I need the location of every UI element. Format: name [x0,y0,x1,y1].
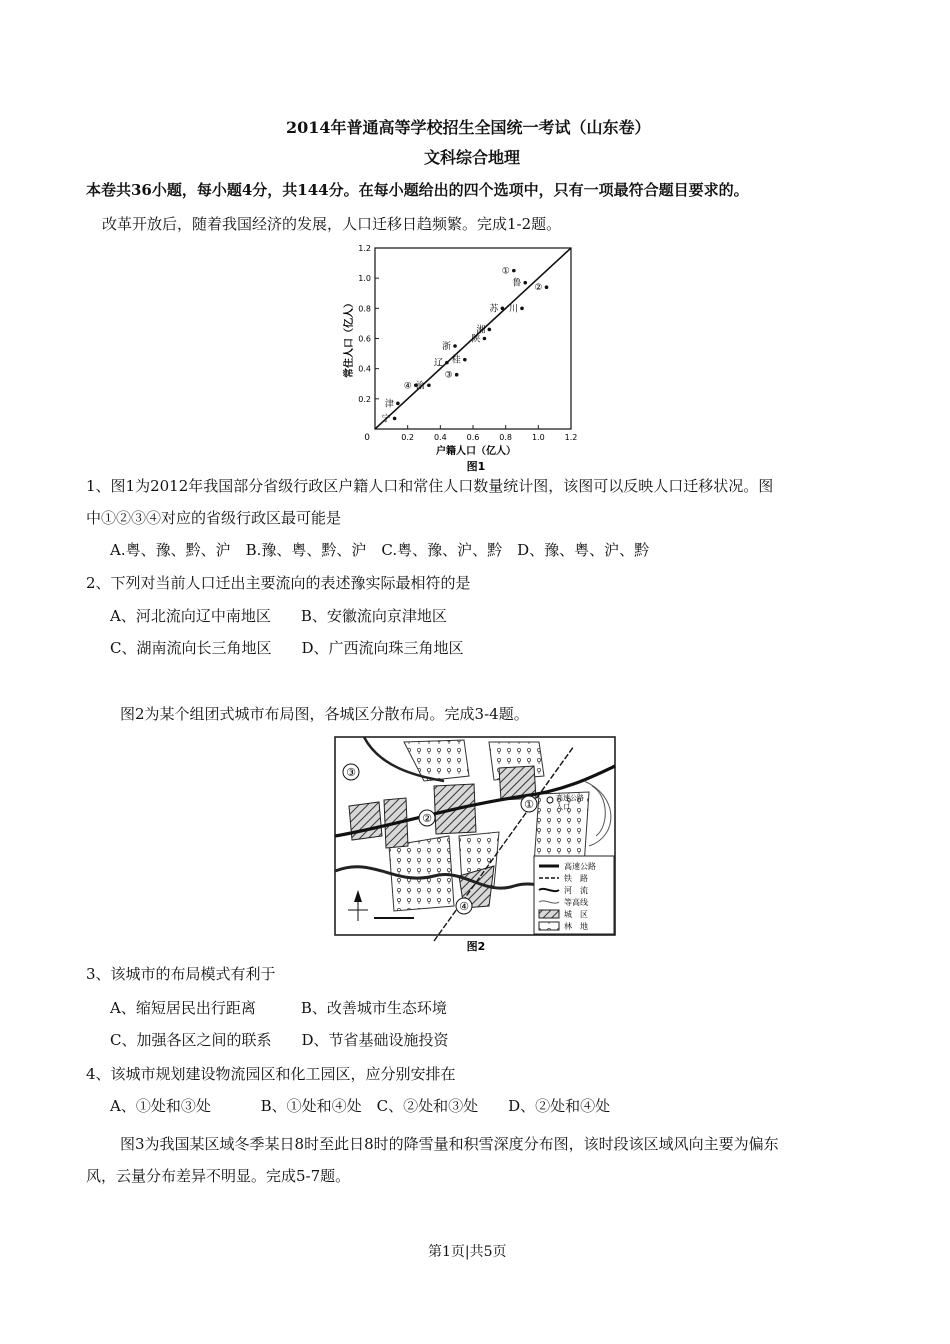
svg-text:①: ① [524,798,534,811]
legend-river: 河 流 [564,886,588,895]
data-point [455,373,459,377]
y-tick-label: 0.8 [358,304,371,314]
legend-railway: 铁 路 [564,874,588,883]
data-point-label: 渝 [415,381,425,392]
data-point [545,285,549,289]
section-2-intro: 图2为某个组团式城市布局图，各城区分散布局。完成3-4题。 [120,705,529,723]
data-point-label: 川 [508,304,518,315]
q4-stem: 4、该城市规划建设物流园区和化工园区，应分别安排在 [86,1065,456,1083]
data-point [483,337,487,341]
data-point-label: ② [534,283,543,294]
legend-highway: 高速公路 [564,862,596,871]
marker-2 [419,810,435,826]
x-tick-label: 1.2 [564,433,578,442]
data-point [396,402,400,406]
y-axis-label: 常住人口（亿人） [344,298,355,378]
figure-1-caption: 图1 [466,460,486,473]
svg-text:②: ② [422,812,432,825]
data-point [445,361,449,365]
data-point-label: 宁 [381,414,391,425]
figure-1 [330,240,590,476]
data-point [512,269,516,273]
q3-stem: 3、该城市的布局模式有利于 [86,965,276,983]
instructions: 本卷共36小题，每小题4分，共144分。在每小题给出的四个选项中，只有一项最符合题目要求的。 [86,181,749,199]
legend-forest: 林 地 [564,922,588,931]
data-point-label: ③ [444,370,453,381]
x-tick-label: 0.8 [499,433,513,442]
entrance-label-line-1: 高速公路 [556,794,584,802]
x-tick-label: 0.6 [466,433,480,442]
q3-options-row-1: A、缩短居民出行距离 B、改善城市生态环境 [110,999,447,1017]
svg-text:③: ③ [346,766,356,779]
q2-options-row-1: A、河北流向辽中南地区 B、安徽流向京津地区 [110,607,447,625]
data-point [393,417,397,421]
data-point-label: 辽 [433,358,443,369]
urban-area [349,802,382,840]
data-point-label: 桂 [451,355,461,366]
map-legend [534,856,614,934]
figure-2-map [334,736,618,954]
paper-subtitle: 文科综合地理 [424,148,521,167]
y-tick-label: 1.2 [358,244,371,253]
figure-2 [334,736,618,954]
data-point [501,307,505,311]
q1-stem-line-1: 1、图1为2012年我国部分省级行政区户籍人口和常住人口数量统计图，该图可以反映人口迁移状况。图 [86,477,774,495]
data-point [427,383,431,387]
y-tick-label: 0.6 [358,334,371,344]
y-tick-label: 0.2 [358,394,371,404]
data-point-label: 陕 [471,334,481,345]
marker-4 [456,898,472,914]
x-tick-label: 0.4 [433,433,447,442]
q1-options: A.粤、豫、黔、沪 B.豫、粤、黔、沪 C.粤、豫、沪、黔 D、豫、粤、沪、黔 [110,541,650,559]
data-point-label: 苏 [489,304,499,315]
section-1-intro: 改革开放后，随着我国经济的发展，人口迁移日趋频繁。完成1-2题。 [102,215,562,233]
data-point-label: ④ [403,381,412,392]
q2-options-row-2: C、湖南流向长三角地区 D、广西流向珠三角地区 [110,639,464,657]
q3-options-row-2: C、加强各区之间的联系 D、节省基础设施投资 [110,1031,449,1049]
data-point-label: 鲁 [512,278,522,289]
x-tick-label: 0.2 [401,433,415,442]
q4-options: A、①处和③处 B、①处和④处 C、②处和③处 D、②处和④处 [110,1097,611,1115]
data-point [463,358,467,362]
section-3-intro-line-1: 图3为我国某区域冬季某日8时至此日8时的降雪量和积雪深度分布图，该时段该区域风向主要为偏东 [120,1135,779,1153]
y-tick-label: 0.4 [358,364,371,374]
highway-entrance-icon [547,797,553,803]
legend-urban: 城 区 [564,910,588,919]
origin-label: 0 [364,433,370,443]
marker-1 [521,796,537,812]
data-point-label: 津 [384,399,394,410]
figure-2-caption: 图2 [466,940,486,953]
data-point [520,307,524,311]
q2-stem: 2、下列对当前人口迁出主要流向的表述豫实际最相符的是 [86,574,471,592]
figure-1-chart [330,240,590,476]
section-3-intro-line-2: 风，云量分布差异不明显。完成5-7题。 [86,1167,351,1185]
x-tick-label: 1.0 [531,433,545,442]
data-point [523,281,527,285]
marker-3 [343,764,359,780]
svg-text:④: ④ [459,900,469,913]
y-tick-label: 1.0 [358,274,371,284]
data-point [453,344,457,348]
data-point-label: 湘 [476,325,486,336]
page-footer: 第1页|共5页 [428,1244,507,1260]
legend-contour: 等高线 [564,898,588,907]
data-point-label: ① [501,266,510,277]
data-point [488,328,492,332]
data-point-label: 浙 [442,342,452,353]
q1-stem-line-2: 中①②③④对应的省级行政区最可能是 [86,509,342,527]
paper-title: 2014年普通高等学校招生全国统一考试（山东卷） [286,118,651,137]
entrance-label-line-2: 入口 [556,803,570,811]
x-axis-label: 户籍人口（亿人） [436,446,516,457]
